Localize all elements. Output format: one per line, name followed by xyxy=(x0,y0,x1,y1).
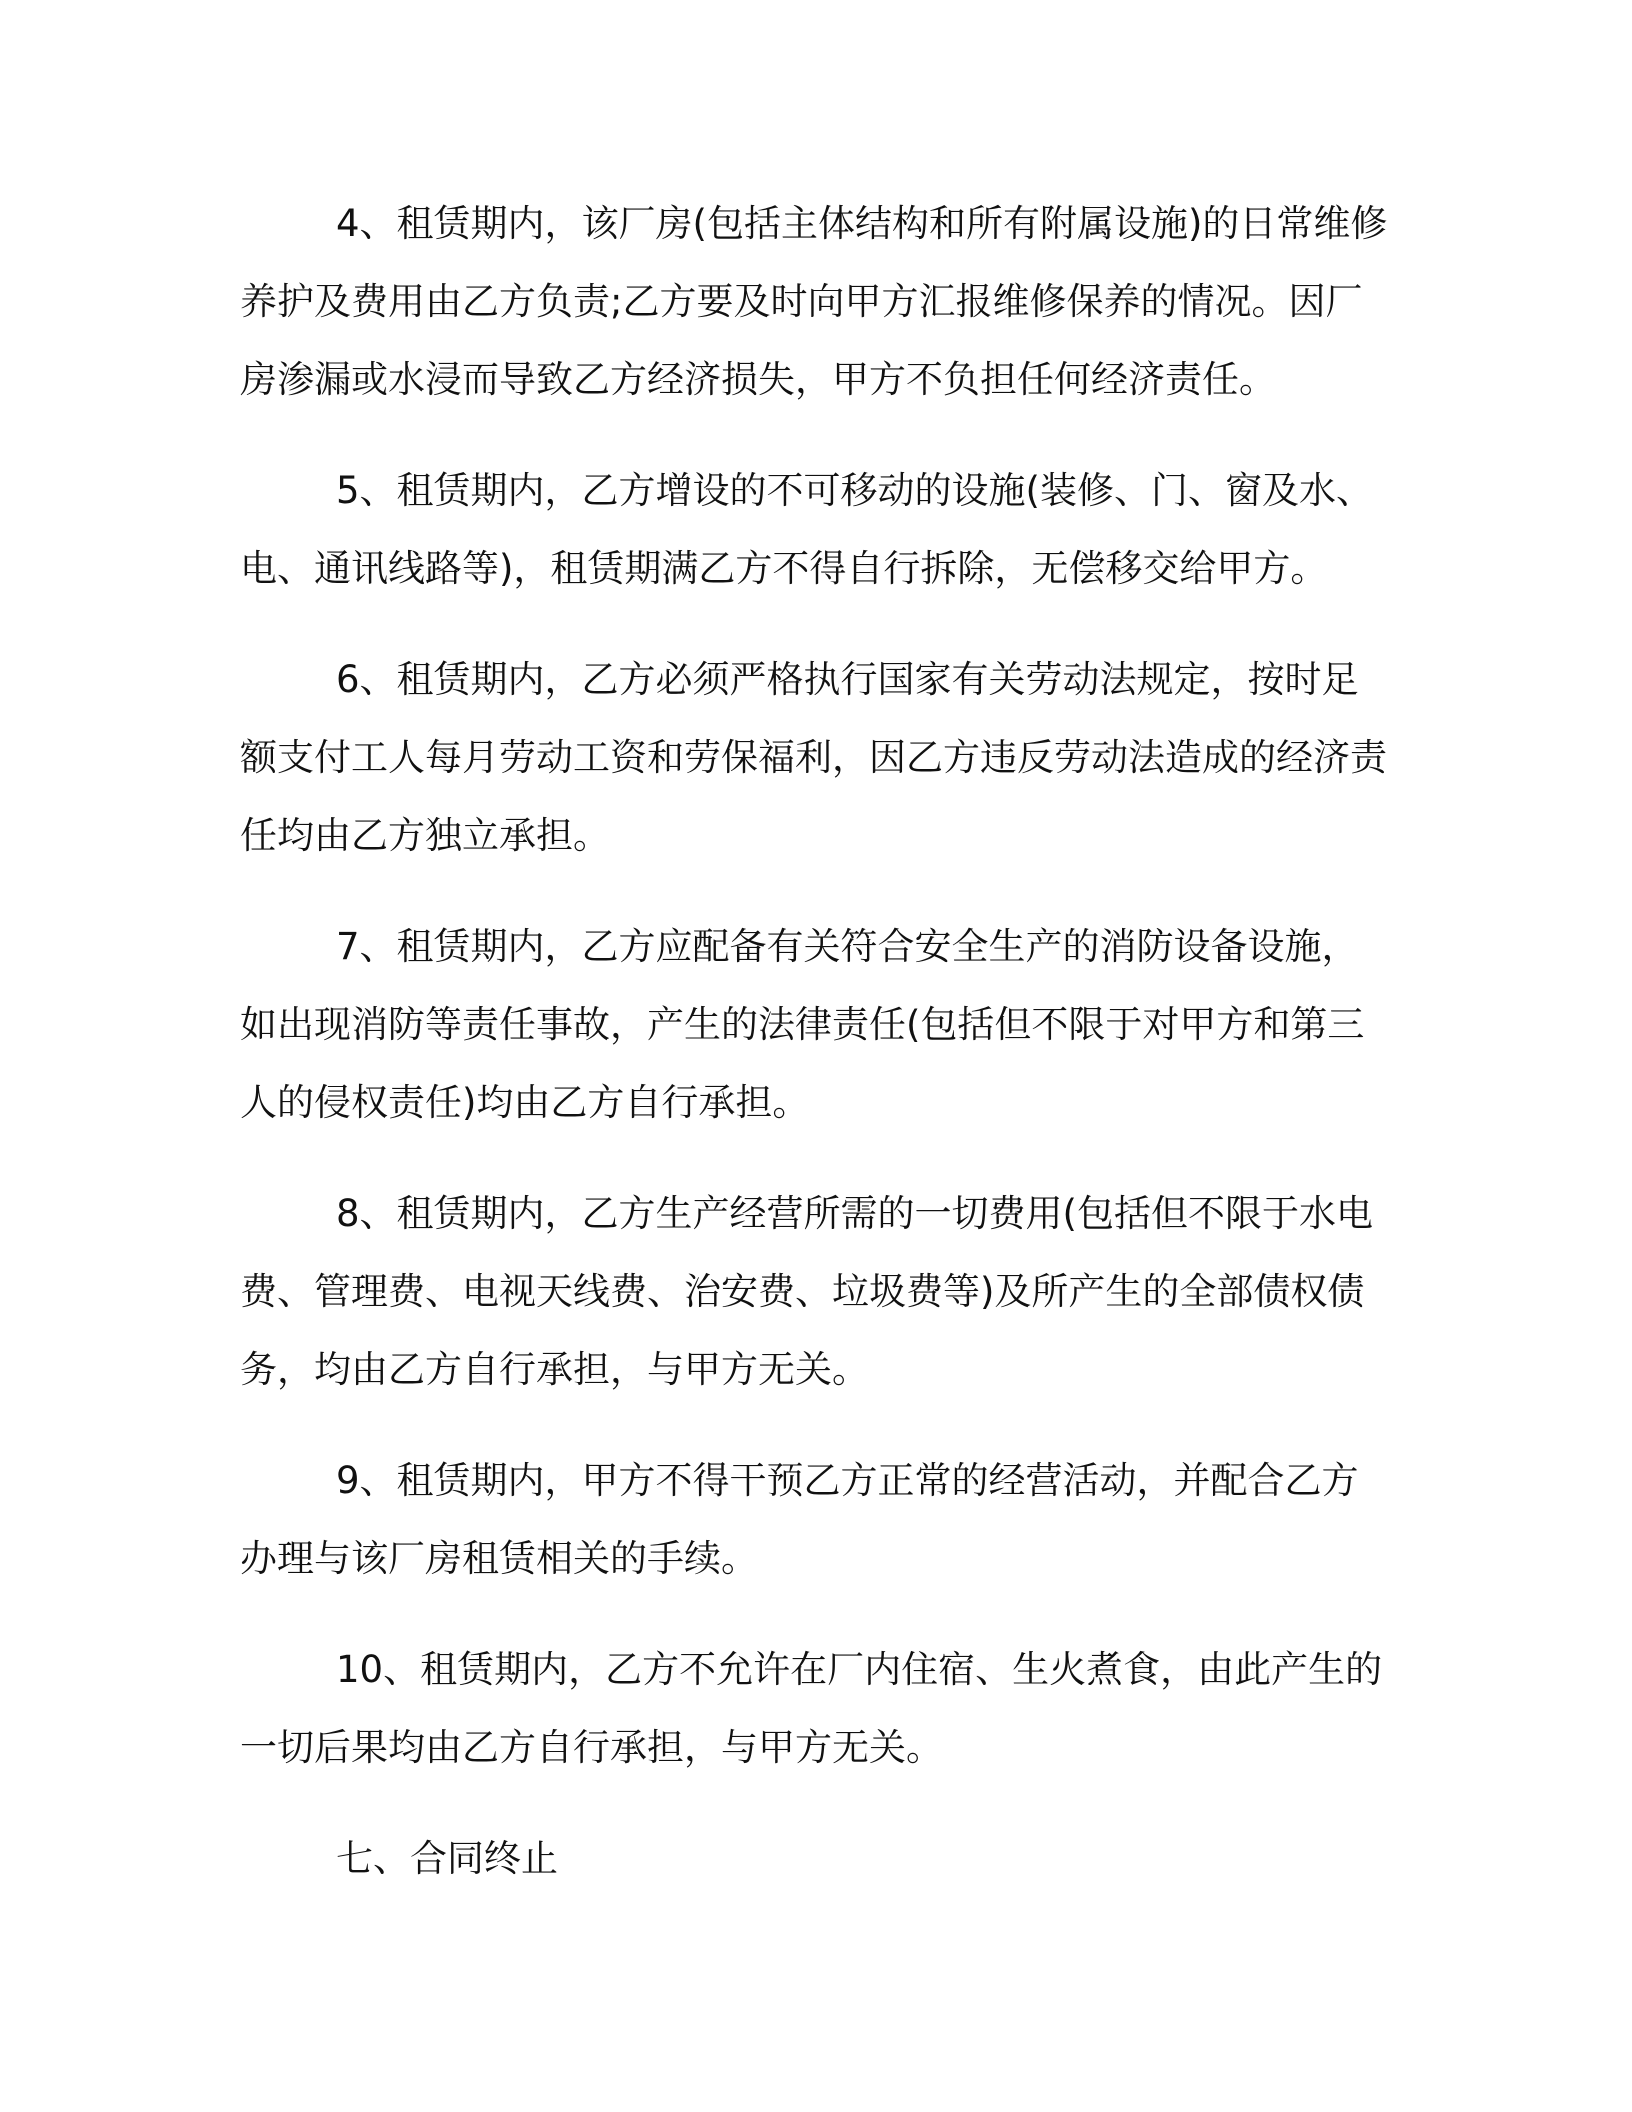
section-heading: 七、合同终止 xyxy=(336,1837,558,1880)
clause-9: 9、租赁期内，甲方不得干预乙方正常的经营活动，并配合乙方办理与该厂房租赁相关的手续。 xyxy=(240,1459,1359,1580)
clause-8: 8、租赁期内，乙方生产经营所需的一切费用(包括但不限于水电费、管理费、电视天线费、治安费、垃圾费等)及所产生的全部债权债务，均由乙方自行承担，与甲方无关。 xyxy=(240,1192,1373,1391)
clause-7: 7、租赁期内，乙方应配备有关符合安全生产的消防设备设施，如出现消防等责任事故，产生的法律责任(包括但不限于对甲方和第三人的侵权责任)均由乙方自行承担。 xyxy=(240,925,1365,1124)
clause-5: 5、租赁期内，乙方增设的不可移动的设施(装修、门、窗及水、电、通讯线路等)，租赁期满乙方不得自行拆除，无偿移交给甲方。 xyxy=(240,469,1373,590)
clause-10: 10、租赁期内，乙方不允许在厂内住宿、生火煮食，由此产生的一切后果均由乙方自行承担，与甲方无关。 xyxy=(240,1648,1383,1769)
clause-4: 4、租赁期内，该厂房(包括主体结构和所有附属设施)的日常维修养护及费用由乙方负责;乙方要及时向甲方汇报维修保养的情况。因厂房渗漏或水浸而导致乙方经济损失，甲方不负担任何经济责任。 xyxy=(240,202,1388,401)
document-body xyxy=(240,185,1390,1898)
clause-6: 6、租赁期内，乙方必须严格执行国家有关劳动法规定，按时足额支付工人每月劳动工资和劳保福利，因乙方违反劳动法造成的经济责任均由乙方独立承担。 xyxy=(240,658,1387,857)
